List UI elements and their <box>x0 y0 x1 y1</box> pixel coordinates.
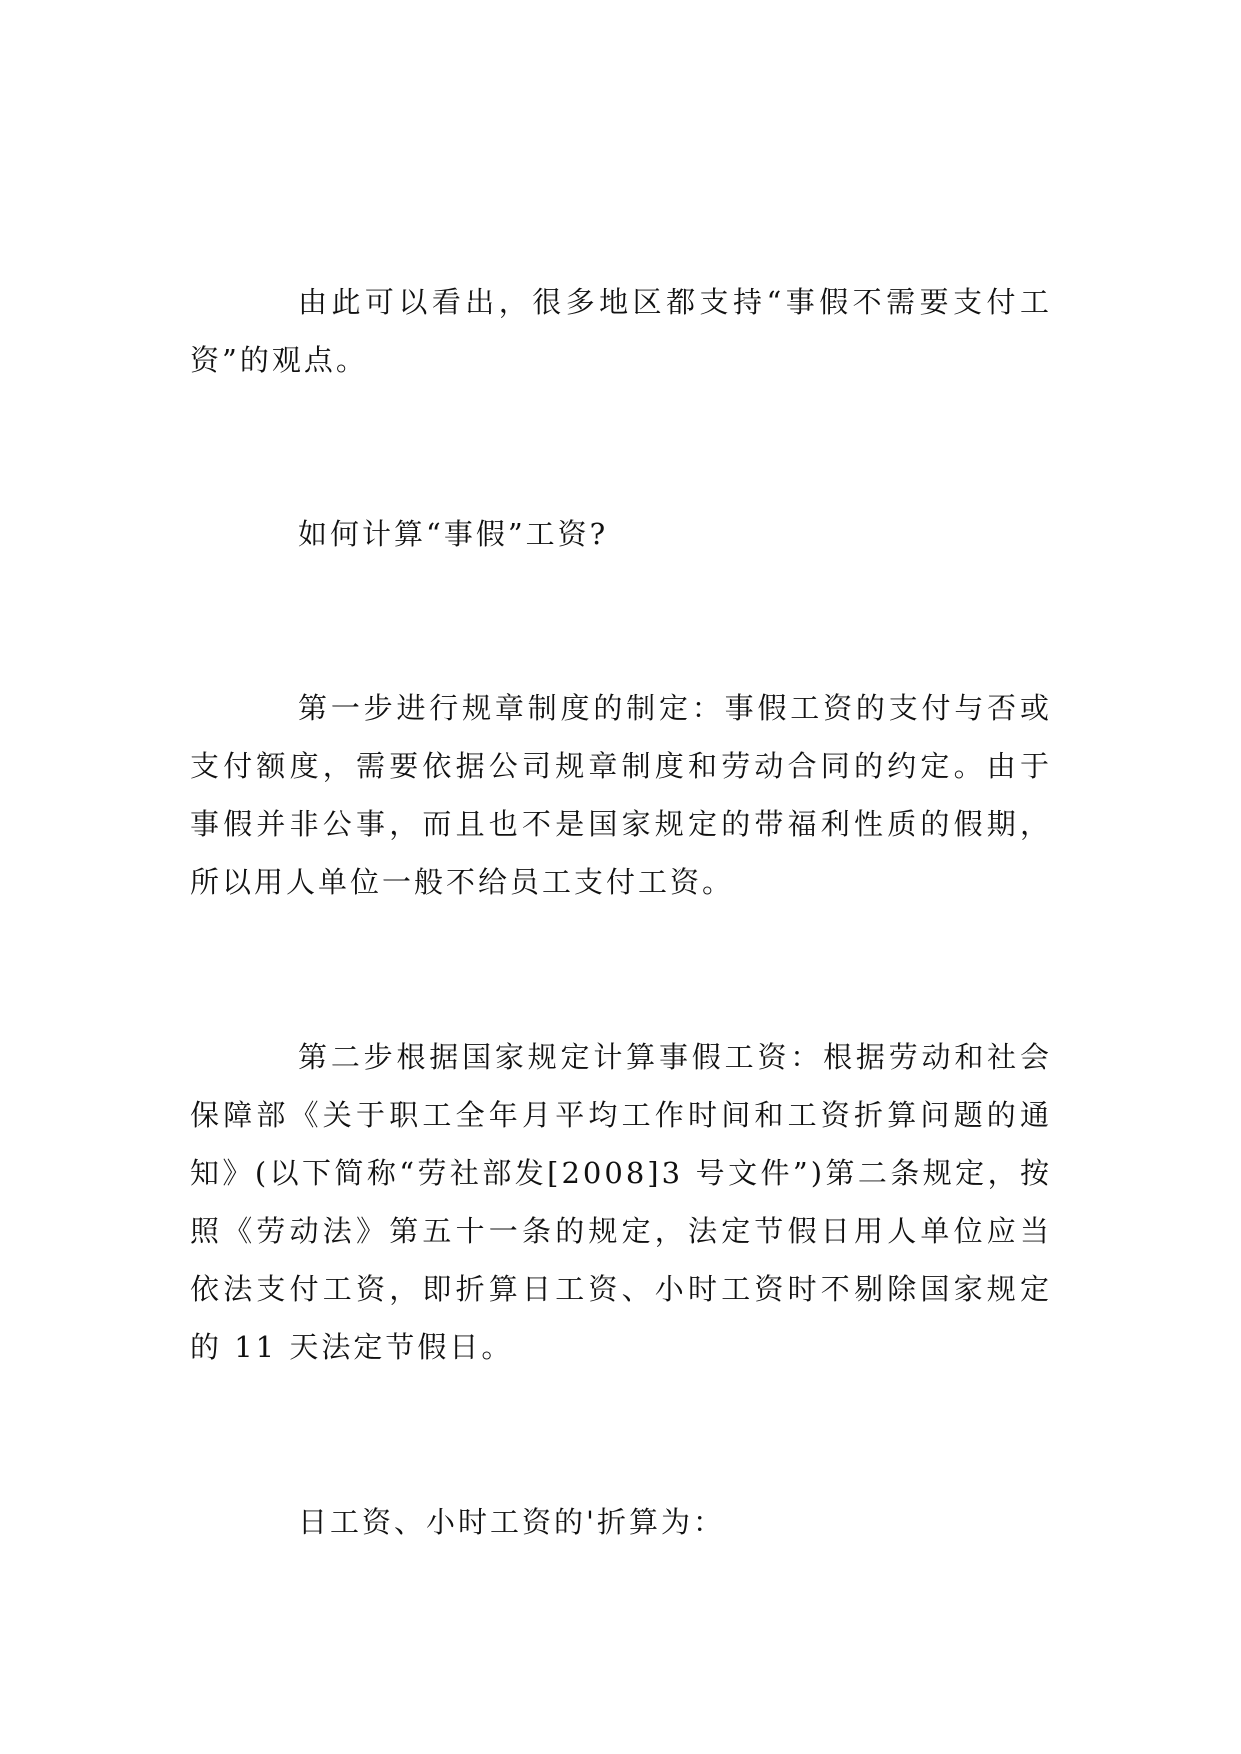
paragraph-wage-conversion: 日工资、小时工资的'折算为： <box>298 1505 725 1539</box>
paragraph-conclusion: 由此可以看出，很多地区都支持“事假不需要支付工资”的观点。 <box>190 285 1052 377</box>
paragraph-question-heading: 如何计算“事假”工资? <box>298 517 609 551</box>
paragraph-step-two: 第二步根据国家规定计算事假工资：根据劳动和社会保障部《关于职工全年月平均工作时间和工资折算问题的通知》(以下简称“劳社部发[2008]3 号文件”)第二条规定，按照《劳动法》第五十一条的规定，法定节假日用人单位应当依法支付工资，即折算日工资、小时工资时不剔除国家规定的 11 天法定节假日。 <box>190 1040 1052 1364</box>
paragraph-step-one: 第一步进行规章制度的制定：事假工资的支付与否或支付额度，需要依据公司规章制度和劳动合同的约定。由于事假并非公事，而且也不是国家规定的带福利性质的假期，所以用人单位一般不给员工支付工资。 <box>190 691 1052 899</box>
